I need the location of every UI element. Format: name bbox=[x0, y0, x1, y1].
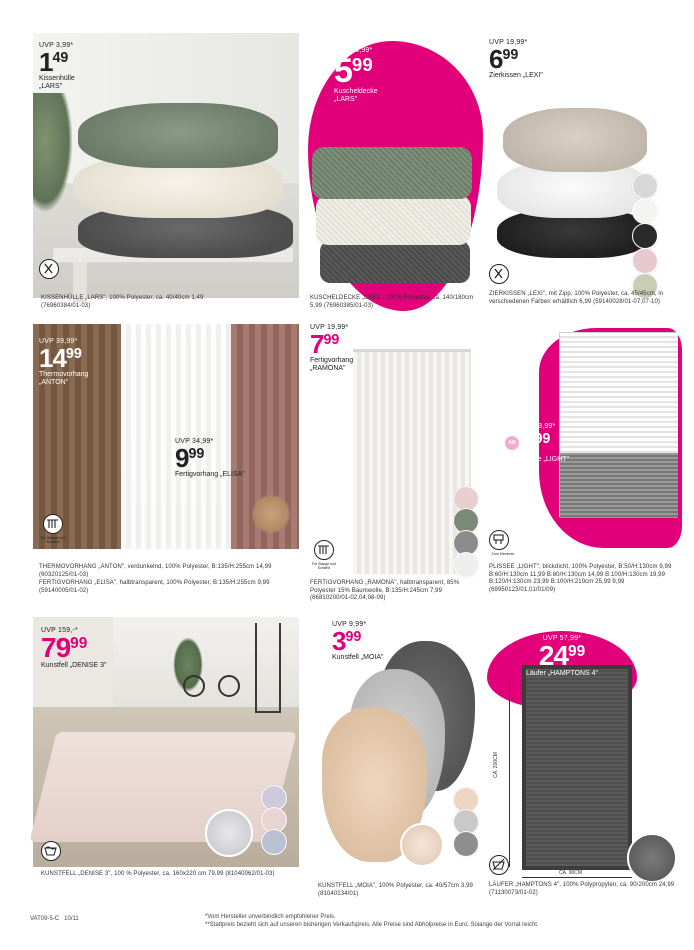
color-swatch-black bbox=[632, 223, 658, 249]
price bbox=[334, 54, 394, 88]
uvp-label: UVP 9,99* bbox=[332, 621, 367, 628]
price-integer: 5 bbox=[334, 52, 352, 90]
color-swatch-blue-gray bbox=[261, 829, 287, 855]
price-integer: 7 bbox=[310, 329, 324, 359]
footnotes bbox=[205, 914, 539, 930]
uvp-label: UVP 159,-* bbox=[41, 627, 78, 634]
price bbox=[39, 345, 109, 371]
product-name: Kunstfell „MOIA" bbox=[332, 654, 384, 661]
dimension-width bbox=[522, 877, 632, 878]
uvp-label: UVP 19,99* bbox=[489, 39, 528, 46]
price-row bbox=[505, 430, 589, 456]
product-tile-kissenhuelle bbox=[33, 33, 299, 318]
price-integer: 9 bbox=[175, 443, 189, 473]
product-name: Kunstfell „DENISE 3" bbox=[41, 662, 107, 669]
price-integer: 1 bbox=[39, 47, 53, 77]
price-decimal: 99 bbox=[345, 628, 362, 645]
price bbox=[489, 46, 549, 72]
price-decimal: 99 bbox=[65, 345, 82, 362]
product-description: KUSCHELDECKE „LARS", 100% Polyester, ca. 140/180cm 5,99 (76960385/01-03) bbox=[310, 295, 474, 309]
product-description: PLISSEE „LIGHT", blickdicht, 100% Polyester, B:50/H:130cm 9,99 B:60/H:130cm 11,99 B:80/H:130cm 14,99 B:100/H:130cm 19,99 B:120/H:130cm 23,99 B:100/H:210cm 25,99 9,99 (69950123/01,01/01/09) bbox=[489, 564, 672, 593]
color-swatch-white bbox=[453, 552, 479, 578]
price-decimal: 99 bbox=[568, 642, 586, 660]
footnote-stattpreis: **Stattpreis bezieht sich auf unseren bisherigen Verkaufspreis. Alle Preise sind Abholpreise in Euro. Solange der Vorrat reicht. bbox=[205, 921, 539, 928]
product-tile-kuscheldecke bbox=[308, 33, 483, 318]
dimension-height-label: CA. 200CM bbox=[492, 752, 499, 778]
page-code-text: VAT09-5-C bbox=[30, 916, 60, 922]
uvp-label: UVP 34,99* bbox=[175, 438, 214, 445]
price-decimal: 99 bbox=[502, 46, 519, 63]
icon-label: Für Stange und Schiene bbox=[311, 562, 337, 570]
product-tile-plissee bbox=[487, 324, 682, 610]
product-name: Kuscheldecke „LARS" bbox=[334, 88, 378, 104]
icon-label: Für Stange und Schiene bbox=[40, 536, 66, 544]
page-number: 10/11 bbox=[64, 916, 79, 922]
footnote-uvp: *Vom Hersteller unverbindlich empfohlener Preis. bbox=[205, 914, 336, 920]
pink-rug bbox=[29, 732, 296, 842]
product-description: KUNSTFELL „MOIA", 100% Polyester, ca. 40/57cm 3,99 (81040134/01) bbox=[318, 883, 473, 897]
price-decimal: 99 bbox=[323, 331, 340, 348]
color-swatch-gray bbox=[453, 831, 479, 857]
price-block-elisa bbox=[175, 438, 245, 479]
ab-badge: AB bbox=[505, 436, 519, 450]
product-description: FERTIGVORHANG „RAMONA", halbtransparent, 85% Polyester 15% Baumwolle, B:135/H:245cm 7,99 (66810200/01-02,04,08-09) bbox=[310, 580, 460, 601]
blanket-stack-image bbox=[312, 133, 477, 293]
uvp-label: UVP 23,99* bbox=[517, 423, 556, 430]
clamp-icon bbox=[489, 530, 509, 550]
product-name: Plissee „LIGHT" bbox=[519, 456, 569, 463]
icon-label: Zum Klemmen bbox=[491, 552, 515, 556]
price-block-kissenhuelle bbox=[39, 42, 99, 92]
product-name: Läufer „HAMPTONS 4" bbox=[526, 670, 598, 677]
product-name: Fertigvorhang „ELISA" bbox=[175, 471, 245, 478]
price-integer: 79 bbox=[41, 632, 71, 663]
cushion-green bbox=[78, 103, 278, 168]
price-integer: 24 bbox=[538, 640, 569, 671]
price-integer: 9 bbox=[521, 428, 535, 458]
price-block-zierkissen bbox=[489, 39, 549, 80]
rug-texture-circle bbox=[627, 833, 677, 883]
color-swatch-pink bbox=[632, 248, 658, 274]
product-name: Thermovorhang „ANTON" bbox=[39, 371, 89, 387]
price-decimal: 99 bbox=[70, 634, 88, 652]
wash-icon bbox=[39, 259, 59, 279]
price-integer: 6 bbox=[489, 44, 503, 74]
product-tile-denise bbox=[33, 617, 299, 892]
wash-icon bbox=[41, 841, 61, 861]
product-name: Kissenhülle „LARS" bbox=[39, 75, 75, 91]
dimension-width-label: CA. 90CM bbox=[559, 870, 583, 876]
product-description: KISSENHÜLLE „LARS", 100% Polyester, ca. 40/40cm 1,49 (76960384/01-03) bbox=[41, 295, 204, 309]
price-decimal: 49 bbox=[52, 49, 69, 66]
product-description-elisa: FERTIGVORHANG „ELISA", halbtransparent, 100% Polyester, B:135/H:255cm 9,99 (59140005/01-02) bbox=[39, 580, 270, 594]
product-tile-vorhaenge bbox=[33, 324, 299, 610]
product-tile-hamptons bbox=[487, 617, 682, 896]
price bbox=[521, 430, 550, 456]
product-description: LÄUFER „HAMPTONS 4", 100% Polypropylen, ca. 90/200cm 24,99 (71130073/01-02) bbox=[489, 882, 675, 896]
product-tile-zierkissen bbox=[487, 33, 682, 318]
price-decimal: 99 bbox=[534, 430, 551, 447]
uvp-label: UVP 19,99* bbox=[310, 324, 349, 331]
price-block-denise bbox=[41, 627, 111, 670]
fur-texture-circle bbox=[205, 809, 253, 857]
color-swatch-light-gray bbox=[632, 173, 658, 199]
product-name: Zierkissen „LEXI" bbox=[489, 72, 543, 79]
curtain-rod-icon bbox=[43, 514, 63, 534]
product-tile-moia bbox=[308, 617, 483, 897]
dimension-height bbox=[509, 677, 510, 867]
wash-icon bbox=[489, 264, 509, 284]
price bbox=[41, 634, 111, 662]
price-block-light bbox=[505, 423, 589, 464]
price-block-kuscheldecke bbox=[334, 47, 394, 105]
runner-rug-image bbox=[522, 665, 632, 870]
uvp-label: UVP 39,99* bbox=[39, 338, 78, 345]
uvp-label: UVP 3,99* bbox=[39, 42, 74, 49]
uvp-label: UVP 57,99* bbox=[542, 635, 582, 642]
product-name: Fertigvorhang „RAMONA" bbox=[310, 357, 354, 373]
product-description-anton: THERMOVORHANG „ANTON", verdunkelnd, 100% Polyester, B:135/H:255cm 14,99 (60320125/01-03) bbox=[39, 564, 272, 578]
fur-texture-circle bbox=[400, 823, 444, 867]
product-description: ZIERKISSEN „LEXI", mit Zipp, 100% Polyester, ca. 45/45cm, in verschiedenen Farben erhältlich 6,99 (59140028/01-07,07-10) bbox=[489, 291, 664, 305]
product-description: KUNSTFELL „DENISE 3", 100 % Polyester, ca. 160x220 cm 79,99 (81040062/01-03) bbox=[41, 871, 275, 877]
price-integer: 14 bbox=[39, 343, 66, 373]
color-swatch-white bbox=[632, 198, 658, 224]
product-tile-ramona bbox=[308, 324, 483, 610]
price bbox=[39, 49, 99, 75]
curtain-sheer bbox=[121, 324, 231, 549]
curtain-rod-icon bbox=[314, 540, 334, 560]
price-decimal: 99 bbox=[351, 54, 373, 76]
price bbox=[175, 445, 245, 471]
price bbox=[487, 642, 637, 670]
price-decimal: 99 bbox=[188, 445, 205, 462]
no-wash-icon bbox=[489, 855, 509, 875]
page-code bbox=[30, 916, 79, 922]
uvp-label: UVP 13,99* bbox=[334, 47, 373, 54]
price-block-hamptons bbox=[487, 635, 637, 678]
price bbox=[332, 628, 402, 654]
price-block-anton bbox=[39, 338, 109, 388]
price-integer: 3 bbox=[332, 626, 346, 656]
